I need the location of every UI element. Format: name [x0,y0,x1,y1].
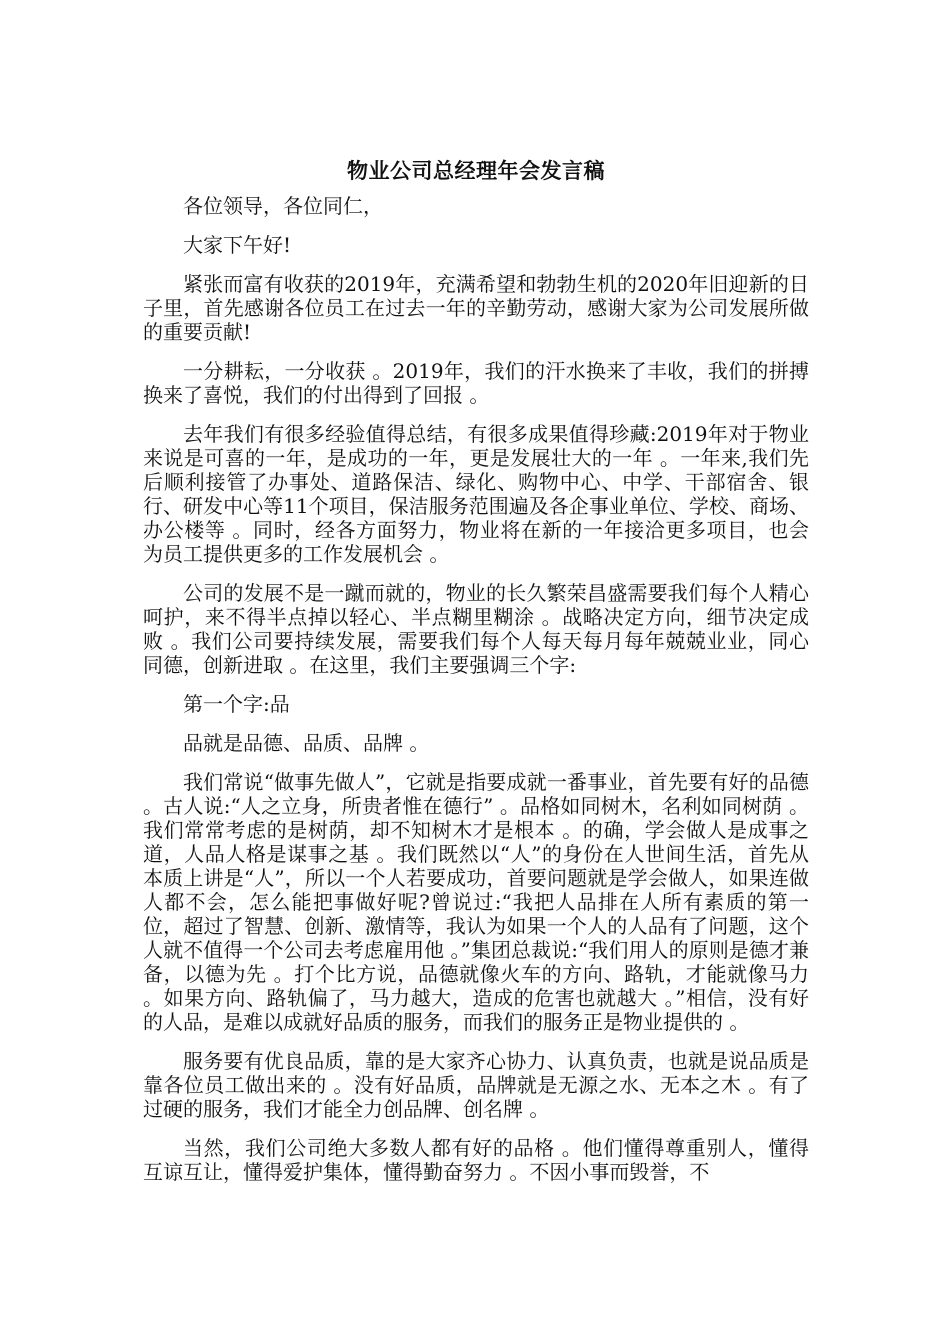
document-body [143,156,809,1199]
paragraph-staff: 当然，我们公司绝大多数人都有好的品格 。他们懂得尊重别人，懂得互谅互让，懂得爱护集体，懂得勤奋努力 。不因小事而毁誉，不 [143,1136,809,1184]
paragraph-first-word: 第一个字:品 [183,692,290,716]
paragraph-development: 公司的发展不是一蹴而就的，物业的长久繁荣昌盛需要我们每个人精心呵护，来不得半点掉以轻心、半点糊里糊涂 。战略决定方向，细节决定成败 。我们公司要持续发展，需要我们每个人每天每月每年兢兢业业，同心同德，创新进取 。在这里，我们主要强调三个字: [143,581,809,677]
paragraph-character: 我们常说“做事先做人”，它就是指要成就一番事业，首先要有好的品德 。古人说:“人之立身，所贵者惟在德行” 。品格如同树木，名利如同树荫 。我们常常考虑的是树荫，却不知树木才是根本 。的确，学会做人是成事之道，人品人格是谋事之基 。我们既然以“人”的身份在人世间生活，首先从本质上讲是“人”，所以一个人若要成功，首要问题就是学会做人，如果连做人都不会，怎么能把事做好呢?曾说过:“我把人品排在人所有素质的第一位，超过了智慧、创新、激情等，我认为如果一个人的人品有了问题，这个人就不值得一个公司去考虑雇用他 。”集团总裁说:“我们用人的原则是德才兼备，以德为先 。打个比方说，品德就像火车的方向、路轨，才能就像马力 。如果方向、路轨偏了，马力越大，造成的危害也就越大 。”相信，没有好的人品，是难以成就好品质的服务，而我们的服务正是物业提供的 。 [143,770,809,1034]
paragraph-salutation: 大家下午好! [183,233,292,257]
document-title: 物业公司总经理年会发言稿 [347,158,605,183]
paragraph-greeting: 各位领导，各位同仁， [183,194,383,218]
paragraph-harvest: 一分耕耘，一分收获 。2019年，我们的汗水换来了丰收，我们的拼搏换来了喜悦，我们的付出得到了回报 。 [143,359,809,407]
paragraph-achievements: 去年我们有很多经验值得总结，有很多成果值得珍藏:2019年对于物业来说是可喜的一年，是成功的一年，更是发展壮大的一年 。一年来,我们先后顺利接管了办事处、道路保洁、绿化、购物中心、中学、干部宿舍、银行、研发中心等11个项目，保洁服务范围遍及各企事业单位、学校、商场、办公楼等 。同时，经各方面努力，物业将在新的一年接洽更多项目，也会为员工提供更多的工作发展机会 。 [143,422,809,566]
paragraph-quality: 服务要有优良品质，靠的是大家齐心协力、认真负责，也就是说品质是靠各位员工做出来的 。没有好品质，品牌就是无源之水、无本之木 。有了过硬的服务，我们才能全力创品牌、创名牌 。 [143,1049,809,1121]
paragraph-pin-definition: 品就是品德、品质、品牌 。 [183,731,430,755]
paragraph-thanks: 紧张而富有收获的2019年，充满希望和勃勃生机的2020年旧迎新的日子里，首先感谢各位员工在过去一年的辛勤劳动，感谢大家为公司发展所做的重要贡献! [143,272,809,344]
